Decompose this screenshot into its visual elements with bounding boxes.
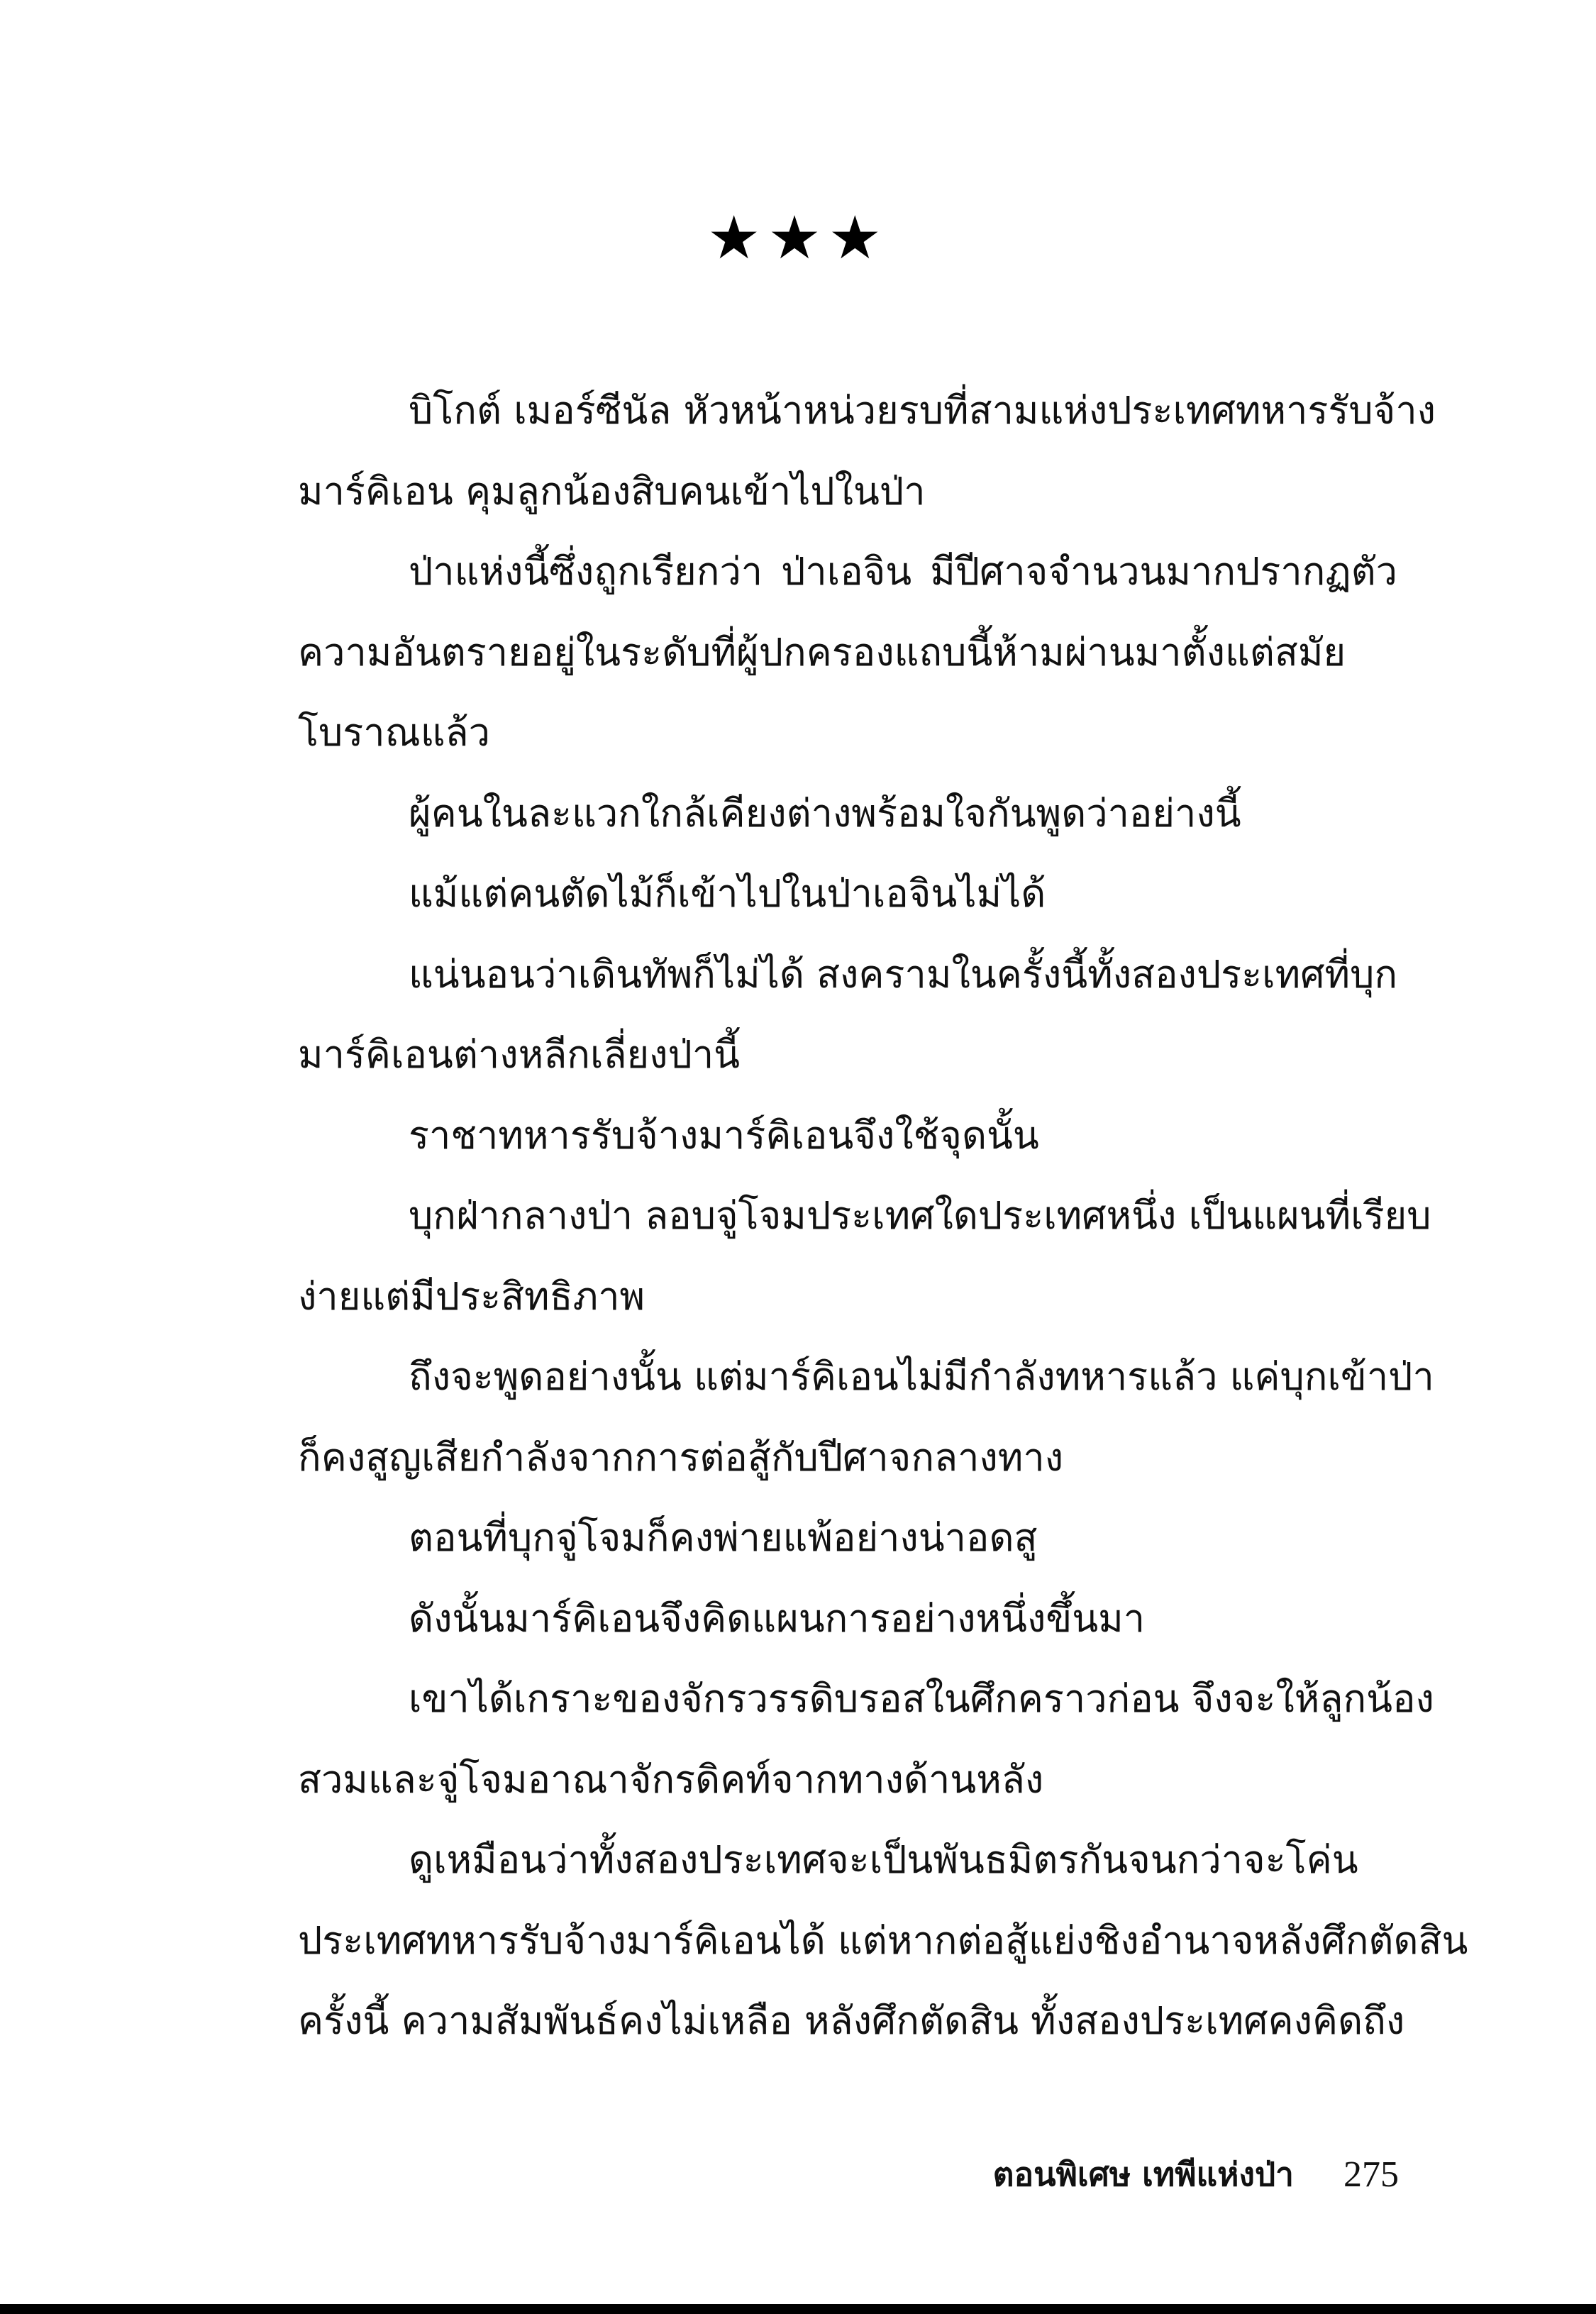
text-line: ผู้คนในละแวกใกล้เคียงต่างพร้อมใจกันพูดว่าอย่างนี้ bbox=[409, 790, 1241, 836]
text-line: บิโกต์ เมอร์ซีนัล หัวหน้าหน่วยรบที่สามแห่งประเทศทหารรับจ้าง bbox=[409, 388, 1436, 433]
text-line: ถึงจะพูดอย่างนั้น แต่มาร์คิเอนไม่มีกำลังทหารแล้ว แค่บุกเข้าป่า bbox=[409, 1354, 1434, 1399]
text-line: ก็คงสูญเสียกำลังจากการต่อสู้กับปีศาจกลางทาง bbox=[298, 1434, 1064, 1480]
text-line: ตอนที่บุกจู่โจมก็คงพ่ายแพ้อย่างน่าอดสู bbox=[409, 1515, 1038, 1560]
text-line: โบราณแล้ว bbox=[298, 710, 490, 755]
text-line: ประเทศทหารรับจ้างมาร์คิเอนได้ แต่หากต่อสู้แย่งชิงอำนาจหลังศึกตัดสิน bbox=[298, 1917, 1468, 1963]
body-text bbox=[298, 370, 1468, 2061]
text-line: มาร์คิเอนต่างหลีกเลี่ยงป่านี้ bbox=[298, 1032, 741, 1077]
text-line: แน่นอนว่าเดินทัพก็ไม่ได้ สงครามในครั้งนี้ทั้งสองประเทศที่บุก bbox=[409, 951, 1398, 997]
text-line: ดูเหมือนว่าทั้งสองประเทศจะเป็นพันธมิตรกันจนกว่าจะโค่น bbox=[409, 1837, 1358, 1882]
page-number: 275 bbox=[1343, 2154, 1399, 2195]
section-break-stars: ★★★ bbox=[707, 203, 889, 272]
running-title: ตอนพิเศษ เทพีแห่งป่า bbox=[992, 2154, 1294, 2193]
text-line: มาร์คิเอน คุมลูกน้องสิบคนเข้าไปในป่า bbox=[298, 468, 926, 514]
bottom-edge-rule bbox=[0, 2304, 1596, 2314]
text-line: แม้แต่คนตัดไม้ก็เข้าไปในป่าเอจินไม่ได้ bbox=[409, 871, 1046, 916]
text-line: บุกฝ่ากลางป่า ลอบจู่โจมประเทศใดประเทศหนึ่ง เป็นแผนที่เรียบ bbox=[409, 1193, 1431, 1238]
text-line: ดังนั้นมาร์คิเอนจึงคิดแผนการอย่างหนึ่งขึ้นมา bbox=[409, 1595, 1146, 1641]
text-line: ราชาทหารรับจ้างมาร์คิเอนจึงใช้จุดนั้น bbox=[409, 1112, 1039, 1158]
text-line: ความอันตรายอยู่ในระดับที่ผู้ปกครองแถบนี้ห้ามผ่านมาตั้งแต่สมัย bbox=[298, 629, 1346, 675]
text-line: ง่ายแต่มีประสิทธิภาพ bbox=[298, 1273, 645, 1319]
text-line: ครั้งนี้ ความสัมพันธ์คงไม่เหลือ หลังศึกตัดสิน ทั้งสองประเทศคงคิดถึง bbox=[298, 1998, 1405, 2043]
text-line: สวมและจู่โจมอาณาจักรดิคท์จากทางด้านหลัง bbox=[298, 1756, 1044, 1802]
text-line: ป่าแห่งนี้ซึ่งถูกเรียกว่า ป่าเอจิน มีปีศาจจำนวนมากปรากฏตัว bbox=[409, 549, 1397, 594]
page-footer bbox=[993, 2146, 1399, 2203]
text-line: เขาได้เกราะของจักรวรรดิบรอสในศึกคราวก่อน จึงจะให้ลูกน้อง bbox=[409, 1676, 1434, 1721]
